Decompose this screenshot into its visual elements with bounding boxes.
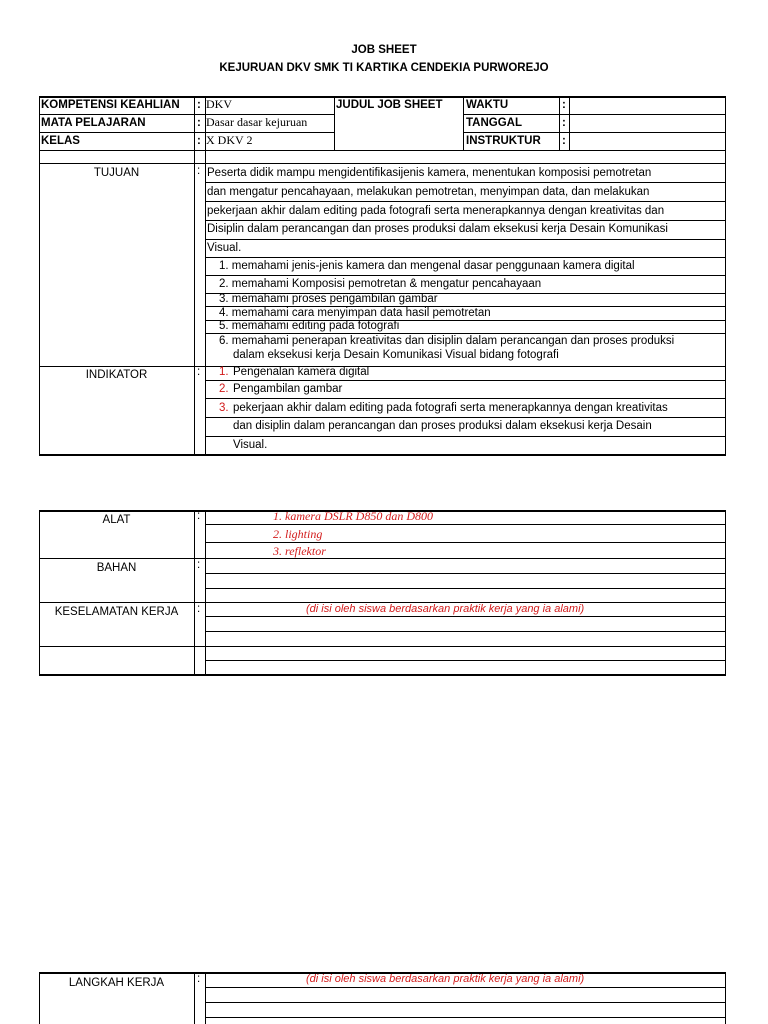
waktu-label: WAKTU [466, 99, 509, 111]
document-title: JOB SHEET [351, 44, 417, 56]
colon: : [197, 165, 201, 177]
tujuan-item: 4. memahami cara menyimpan data hasil pemotretan [219, 307, 491, 319]
colon: : [197, 366, 201, 378]
langkah-label: LANGKAH KERJA [68, 977, 165, 989]
judul-label: JUDUL JOB SHEET [336, 99, 443, 111]
indikator-item: pekerjaan akhir dalam editing pada fotografi serta menerapkannya dengan kreativitas [233, 402, 668, 414]
indikator-number: 1. [219, 366, 229, 378]
tujuan-line: pekerjaan akhir dalam editing pada fotografi serta menerapkannya dengan kreativitas dan [207, 205, 665, 217]
kelas-value: X DKV 2 [206, 133, 253, 147]
tujuan-item: 5. memahami editing pada fotografi [219, 320, 400, 332]
tujuan-item: 3. memahami proses pengambilan gambar [219, 293, 438, 305]
tujuan-item: 6. memahami penerapan kreativitas dan disiplin dalam perancangan dan proses produksi [219, 335, 675, 347]
alat-item: 2. lighting [273, 527, 323, 541]
indikator-item: Visual. [233, 439, 268, 451]
bahan-label: BAHAN [96, 562, 137, 574]
indikator-number: 3. [219, 402, 229, 414]
colon: : [197, 117, 201, 129]
colon: : [562, 117, 566, 129]
tujuan-line: dan mengatur pencahayaan, melakukan pemotretan, menyimpan data, dan melakukan [207, 186, 650, 198]
tujuan-item: 2. memahami Komposisi pemotretan & mengatur pencahayaan [219, 278, 542, 290]
colon: : [197, 973, 201, 985]
colon: : [197, 135, 201, 147]
tujuan-label: TUJUAN [93, 167, 140, 179]
colon: : [197, 559, 201, 571]
indikator-item: dan disiplin dalam perancangan dan proses produksi dalam eksekusi kerja Desain [233, 420, 652, 432]
tujuan-item: 1. memahami jenis-jenis kamera dan mengenal dasar penggunaan kamera digital [219, 260, 635, 272]
keselamatan-label: KESELAMATAN KERJA [54, 606, 179, 618]
indikator-label: INDIKATOR [85, 369, 148, 381]
mapel-value: Dasar dasar kejuruan [206, 115, 308, 129]
kompetensi-label: KOMPETENSI KEAHLIAN [41, 99, 180, 111]
indikator-number: 2. [219, 383, 229, 395]
mapel-label: MATA PELAJARAN [41, 117, 146, 129]
alat-item: 3. reflektor [273, 544, 326, 558]
colon: : [197, 603, 201, 615]
instruktur-label: INSTRUKTUR [466, 135, 541, 147]
indikator-item: Pengambilan gambar [233, 383, 343, 395]
kompetensi-value: DKV [206, 97, 232, 111]
alat-label: ALAT [102, 514, 131, 526]
colon: : [562, 99, 566, 111]
document-subtitle: KEJURUAN DKV SMK TI KARTIKA CENDEKIA PURWOREJO [219, 62, 549, 74]
colon: : [197, 510, 201, 522]
tanggal-label: TANGGAL [466, 117, 523, 129]
kelas-label: KELAS [41, 135, 80, 147]
indikator-item: Pengenalan kamera digital [233, 366, 370, 378]
tujuan-item: dalam eksekusi kerja Desain Komunikasi Visual bidang fotografi [233, 349, 559, 361]
langkah-note: (di isi oleh siswa berdasarkan praktik kerja yang ia alami) [306, 973, 585, 985]
tujuan-line: Disiplin dalam perancangan dan proses produksi dalam eksekusi kerja Desain Komunikasi [207, 223, 668, 235]
tujuan-line: Visual. [207, 242, 242, 254]
keselamatan-note: (di isi oleh siswa berdasarkan praktik kerja yang ia alami) [306, 603, 585, 615]
tujuan-line: Peserta didik mampu mengidentifikasijenis kamera, menentukan komposisi pemotretan [207, 167, 652, 179]
colon: : [197, 99, 201, 111]
alat-item: 1. kamera DSLR D850 dan D800 [273, 509, 433, 523]
colon: : [562, 135, 566, 147]
